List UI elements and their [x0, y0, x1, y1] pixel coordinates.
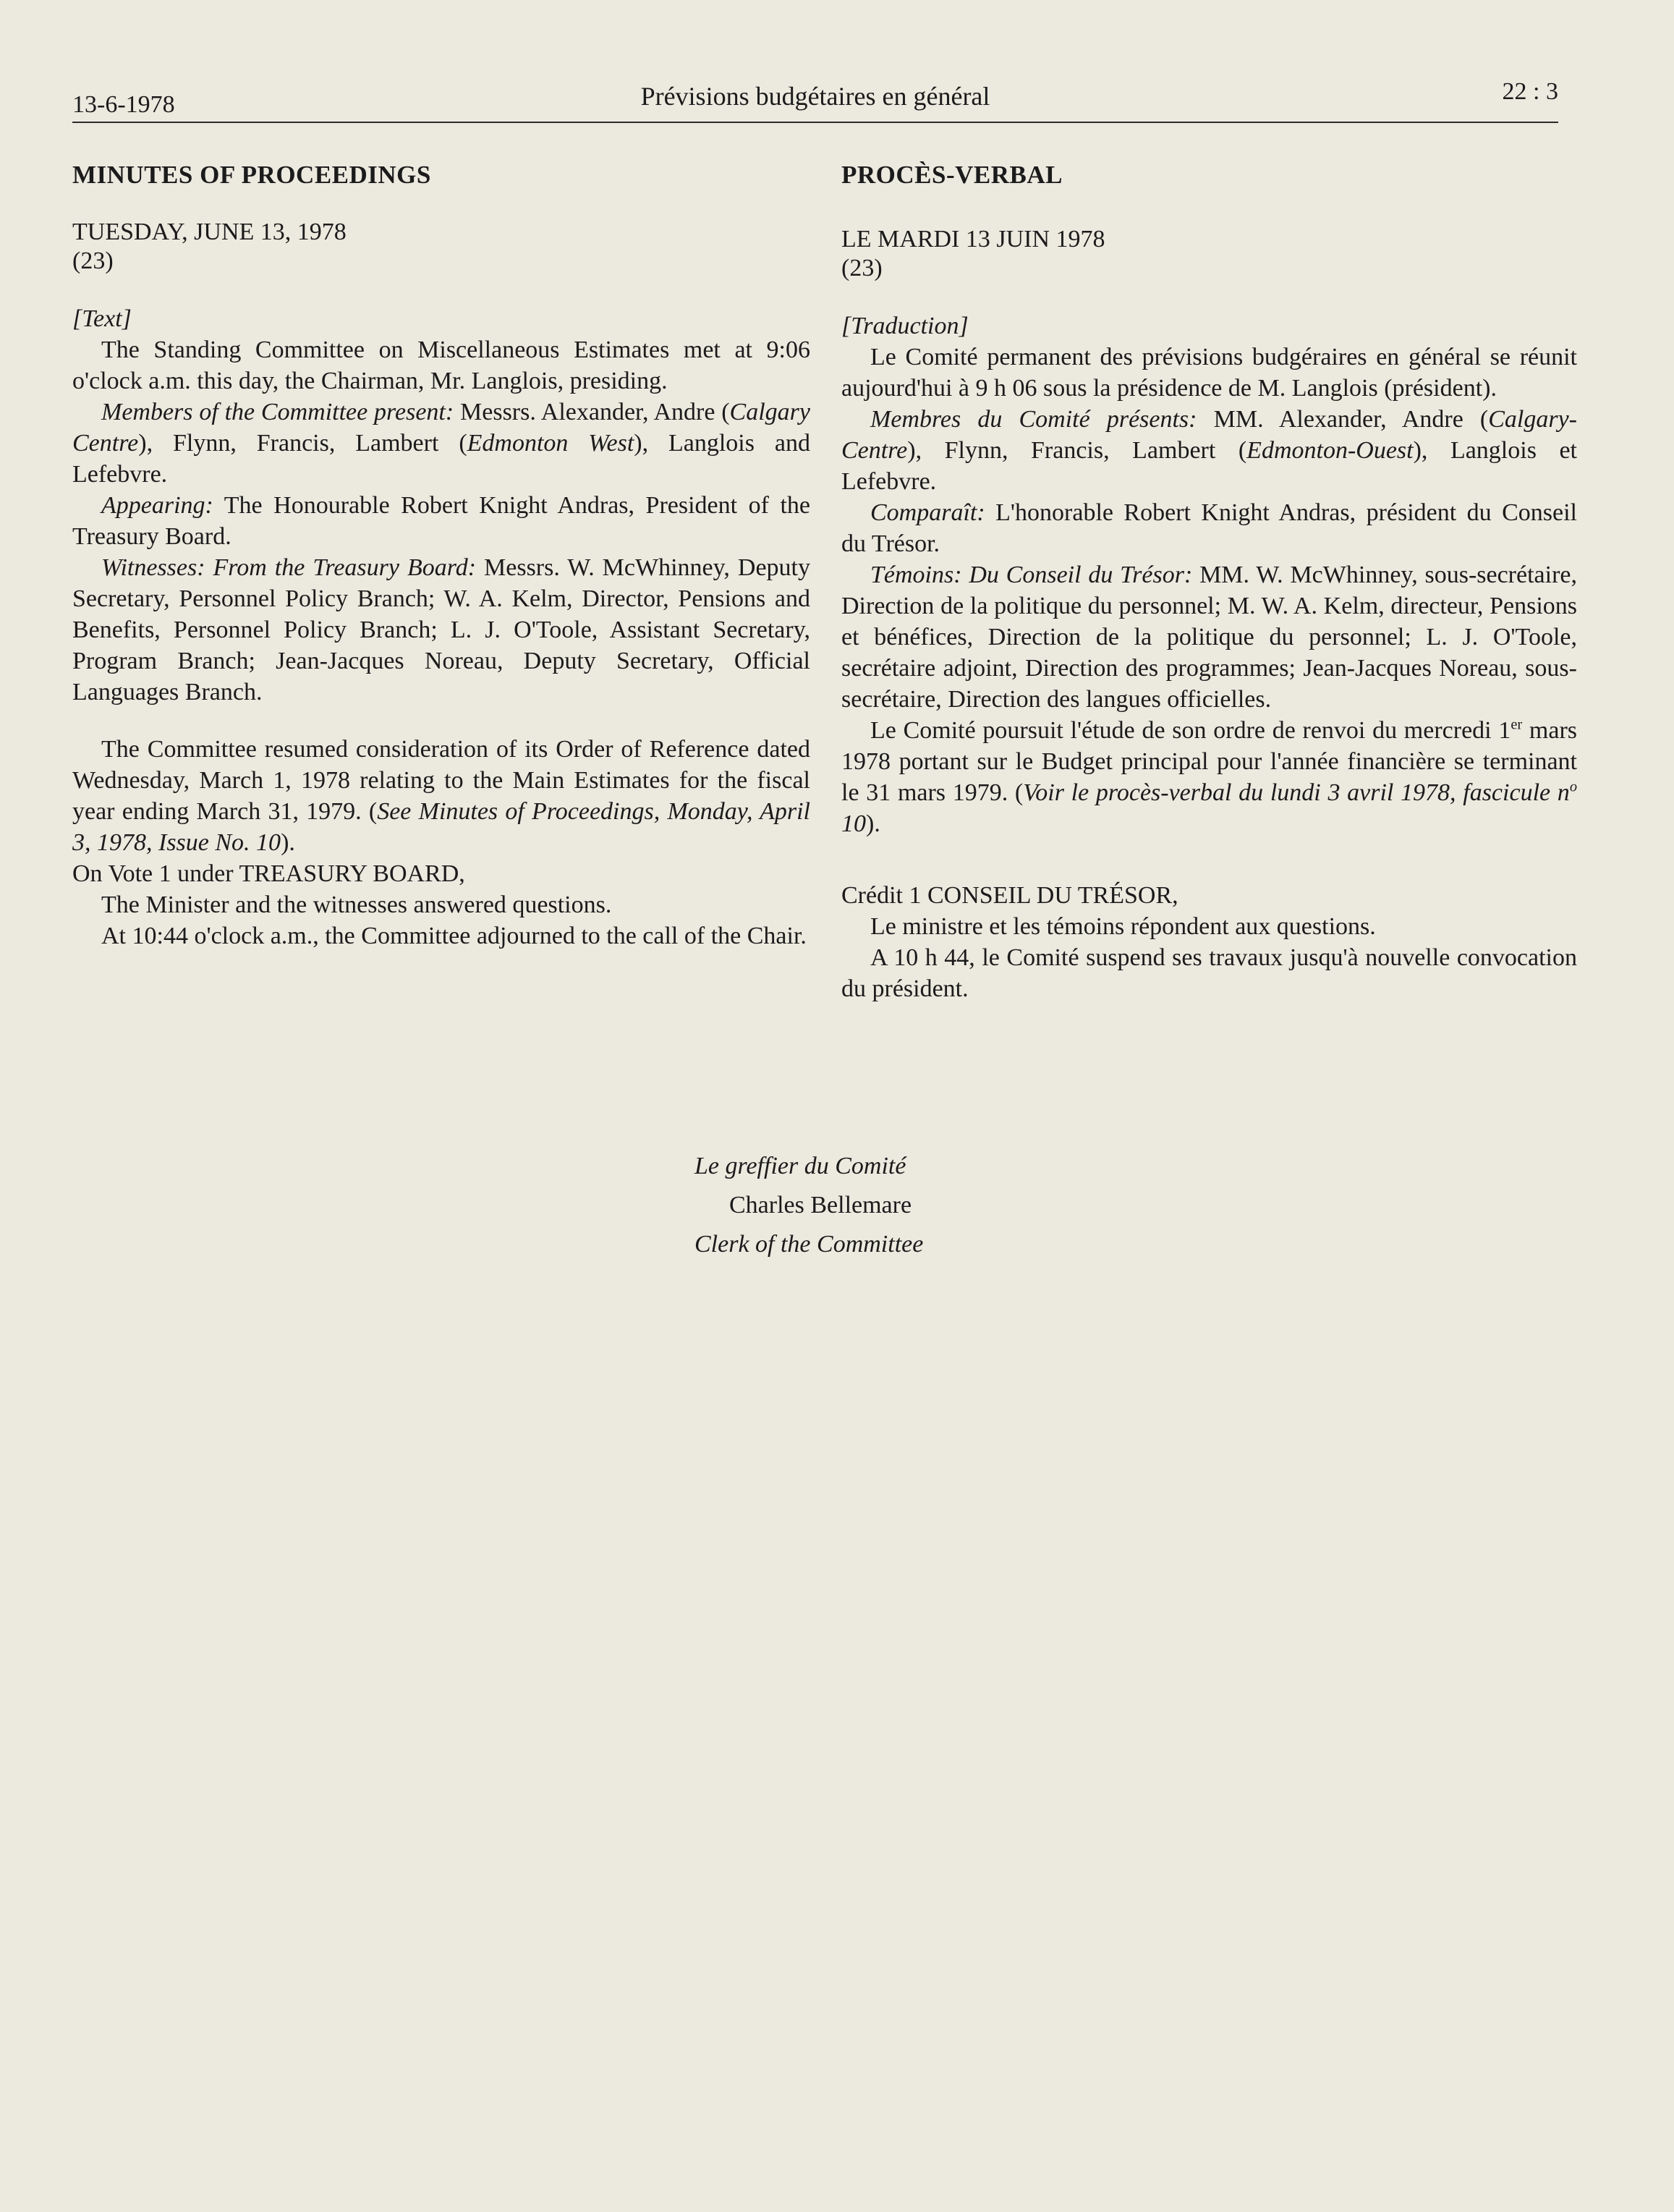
signature-block	[694, 1147, 923, 1264]
signature-fr-title: Le greffier du Comité	[694, 1153, 906, 1179]
french-witnesses: Témoins: Du Conseil du Trésor: MM. W. McWhinney, sous-secrétaire, Direction de la politique du personnel; M. W. A. Kelm, directeur, Pensions et bénéfices, Direction de la politique du personnel; L. J. O'Toole, secrétaire adjoint, Direction des programmes; Jean-Jacques Noreau, sous-secrétaire, Direction des langues officielles.	[841, 562, 1577, 713]
french-answered: Le ministre et les témoins répondent aux questions.	[870, 913, 1376, 940]
english-opening-paragraph: The Standing Committee on Miscellaneous Estimates met at 9:06 o'clock a.m. this day, the Chairman, Mr. Langlois, presiding.	[72, 336, 810, 394]
french-adjourned: A 10 h 44, le Comité suspend ses travaux jusqu'à nouvelle convocation du président.	[841, 944, 1577, 1002]
french-number: (23)	[841, 255, 883, 281]
english-date: TUESDAY, JUNE 13, 1978	[72, 219, 347, 245]
page-header	[72, 78, 1558, 122]
french-resumed-paragraph: Le Comité poursuit l'étude de son ordre de renvoi du mercredi 1er mars 1978 portant sur le Budget principal pour l'année financière se terminant le 31 mars 1979. (Voir le procès-verbal du lundi 3 avril 1978, fascicule $n^o$ 10).	[841, 716, 1578, 837]
french-appearing: Comparaît: L'honorable Robert Knight Andras, président du Conseil du Trésor.	[841, 499, 1577, 557]
french-date: LE MARDI 13 JUIN 1978	[841, 226, 1105, 253]
english-members: Members of the Committee present: Messrs. Alexander, Andre (Calgary Centre), Flynn, Francis, Lambert (Edmonton West), Langlois and Lefebvre.	[72, 399, 810, 488]
english-vote: On Vote 1 under TREASURY BOARD,	[72, 860, 465, 887]
english-column	[72, 159, 810, 952]
english-adjourned: At 10:44 o'clock a.m., the Committee adjourned to the call of the Chair.	[101, 923, 807, 949]
english-heading: MINUTES OF PROCEEDINGS	[72, 161, 431, 189]
english-resumed-paragraph: The Committee resumed consideration of its Order of Reference dated Wednesday, March 1, 1978 relating to the Main Estimates for the fiscal year ending March 31, 1979. (See Minutes of Proceedings, Monday, April 3, 1978, Issue No. 10).	[72, 736, 810, 856]
french-vote: Crédit 1 CONSEIL DU TRÉSOR,	[841, 882, 1178, 909]
french-opening-paragraph: Le Comité permanent des prévisions budgéraires en général se réunit aujourd'hui à 9 h 06 sous la présidence de M. Langlois (président).	[841, 344, 1577, 402]
english-witnesses: Witnesses: From the Treasury Board: Messrs. W. McWhinney, Deputy Secretary, Personnel Policy Branch; W. A. Kelm, Director, Pensions and Benefits, Personnel Policy Branch; L. J. O'Toole, Assistant Secretary, Program Branch; Jean-Jacques Noreau, Deputy Secretary, Official Languages Branch.	[72, 554, 811, 705]
header-date: 13-6-1978	[72, 91, 175, 118]
header-rule	[72, 122, 1558, 123]
english-number: (23)	[72, 247, 114, 274]
header-page-number: 22 : 3	[1502, 78, 1558, 105]
signature-name: Charles Bellemare	[729, 1192, 912, 1219]
french-note: [Traduction]	[841, 313, 969, 339]
french-members: Membres du Comité présents: MM. Alexander, Andre (Calgary-Centre), Flynn, Francis, Lambert (Edmonton-Ouest), Langlois et Lefebvre.	[841, 406, 1578, 495]
english-answered: The Minister and the witnesses answered questions.	[101, 891, 612, 918]
french-column	[841, 159, 1577, 1004]
english-appearing: Appearing: The Honourable Robert Knight Andras, President of the Treasury Board.	[72, 492, 810, 550]
signature-en-title: Clerk of the Committee	[694, 1231, 924, 1258]
header-title: Prévisions budgétaires en général	[640, 82, 990, 111]
english-note: [Text]	[72, 305, 132, 332]
french-heading: PROCÈS-VERBAL	[841, 161, 1063, 189]
